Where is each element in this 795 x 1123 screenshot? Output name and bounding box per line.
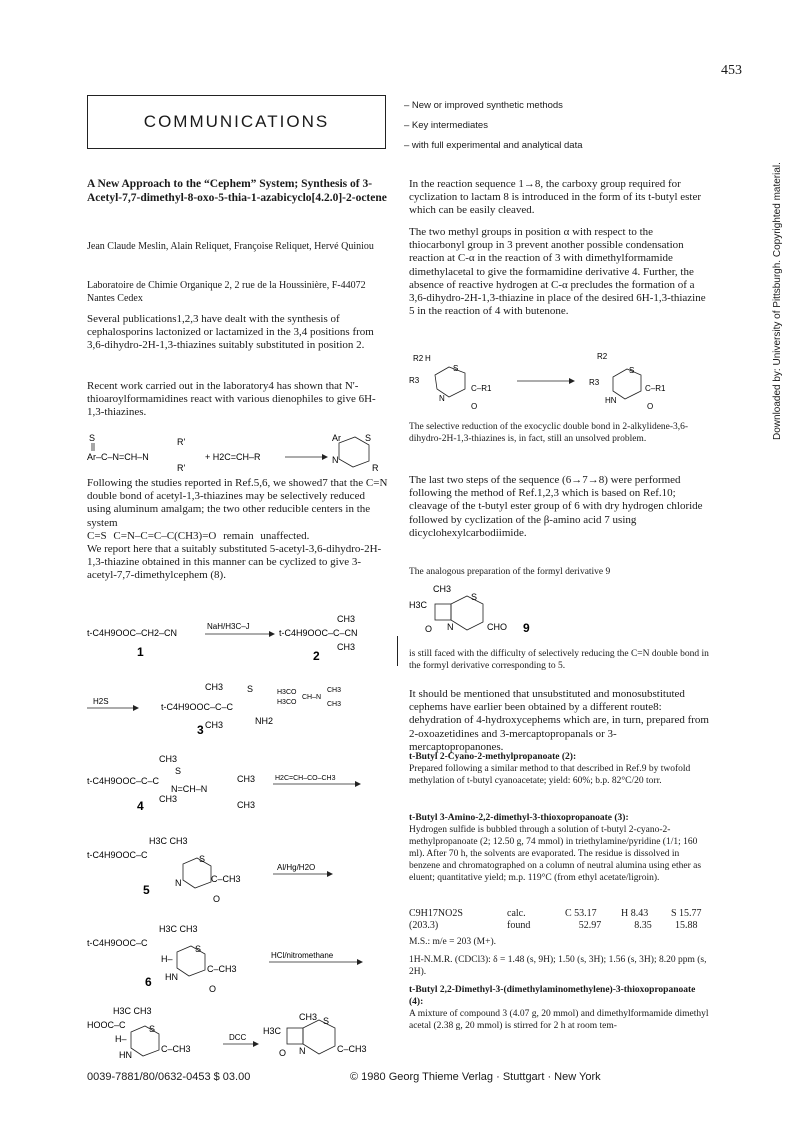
svg-text:CH3: CH3 [159, 794, 178, 804]
svg-text:R3: R3 [409, 376, 420, 385]
svg-text:HOOC–C: HOOC–C [87, 1020, 126, 1030]
reagent-label: Al/Hg/H2O [277, 863, 316, 872]
experimental-text: Prepared following a similar method to that described in Ref.9 by twofold methylation of t-butyl cyanoacetate; yield: 60%; b.p. 82°C/20 torr. [409, 764, 691, 786]
svg-text:t-C4H9OOC–C–C: t-C4H9OOC–C–C [87, 776, 160, 786]
svg-text:N: N [332, 455, 339, 465]
found-label: found [507, 920, 531, 931]
synthesis-scheme [87, 612, 397, 1062]
paragraph: We report here that a suitably substituted 5-acetyl-3,6-dihydro-2H-1,3-thiazine obtained in this manner can be cyclized to give 3-acetyl-7,7-dimethylcephem (8). [87, 543, 382, 582]
mw-cell: (203.3) [409, 920, 439, 931]
svg-text:H3C CH3: H3C CH3 [149, 836, 188, 846]
reagent-label: H2S [93, 697, 109, 706]
sulfur-calc: S 15.77 [671, 908, 702, 919]
svg-text:O: O [471, 402, 478, 410]
elemental-analysis-table [409, 908, 708, 932]
reduction-scheme [409, 345, 709, 410]
svg-text:N: N [439, 394, 445, 403]
paragraph: The analogous preparation of the formyl derivative 9 [409, 567, 611, 577]
compound-label: 2 [313, 649, 320, 663]
svg-text:H3C CH3: H3C CH3 [113, 1006, 152, 1016]
svg-text:t-C4H9OOC–C–CN: t-C4H9OOC–C–CN [279, 628, 358, 638]
svg-text:O: O [647, 402, 654, 410]
compound-label: 6 [145, 975, 152, 989]
nmr-data: 1H-N.M.R. (CDCl3): δ = 1.48 (s, 9H); 1.50 (s, 3H); 1.56 (s, 3H); 8.20 ppm (s, 2H). [409, 955, 707, 977]
svg-text:N: N [447, 622, 454, 632]
sulfur-found: 15.88 [675, 920, 698, 931]
compound-label: 4 [137, 799, 144, 813]
svg-text:S: S [471, 592, 478, 602]
article-title: A New Approach to the “Cephem” System; Synthesis of 3-Acetyl-7,7-dimethyl-8-oxo-5-thia-1-azabicyclo[4.2.0]-2-octene [87, 178, 387, 204]
svg-text:t-C4H9OOC–C: t-C4H9OOC–C [87, 850, 148, 860]
svg-text:S: S [175, 766, 182, 776]
paragraph: Several publications1,2,3 have dealt with the synthesis of cephalosporins lactonized or lactamized in the 3,4 positions from 3,6-dihydro-2H-1,3-thiazines suitably substituted in position 2. [87, 313, 374, 352]
svg-text:+ H2C=CH–R: + H2C=CH–R [205, 452, 261, 462]
svg-text:N: N [299, 1046, 306, 1056]
paragraph: is still faced with the difficulty of selectively reducing the C=N double bond in the formyl derivative corresponding to 5. [409, 649, 709, 671]
bullet-item: – Key intermediates [404, 120, 488, 131]
svg-text:H: H [425, 354, 431, 363]
reagent-label: NaH/H3C–J [207, 622, 250, 631]
calc-label: calc. [507, 908, 526, 919]
svg-text:C–R1: C–R1 [471, 384, 492, 393]
svg-text:R: R [372, 463, 379, 473]
paragraph: In the reaction sequence 1→8, the carboxy group required for cyclization to lactam 8 is introduced in the form of its t-butyl ester which can be easily cleaved. [409, 178, 702, 217]
experimental-text: Hydrogen sulfide is bubbled through a solution of t-butyl 2-cyano-2-methylpropanoate (2; 12.50 g, 74 mmol) in triethylamine/pyridine (1/1; 160 ml). After 70 h, the solvents are evaporated. The residue is dissolved in benzene and chromatographed on a column of neutral alumina using ether as eluent; quantitative yield; m.p. 119°C (from ethyl acetate/ligroin). [409, 825, 702, 883]
feature-bullets [404, 96, 583, 156]
mass-spec: M.S.: m/e = 203 (M+). [409, 937, 496, 947]
svg-text:H3C: H3C [263, 1026, 282, 1036]
page-number: 453 [721, 63, 742, 78]
experimental-text: A mixture of compound 3 (4.07 g, 20 mmol) and dimethylformamide dimethyl acetal (2.38 g, 20 mmol) is stirred for 2 h at room tem- [409, 1009, 709, 1031]
svg-text:R2: R2 [597, 352, 608, 361]
svg-text:C–CH3: C–CH3 [161, 1044, 191, 1054]
svg-text:C–CH3: C–CH3 [211, 874, 241, 884]
svg-text:S: S [629, 366, 635, 375]
paragraph: Following the studies reported in Ref.5,6, we showed7 that the C=N double bond of acetyl-1,3-thiazines may be selectively reduced using aluminum amalgam; the two other reducible centers in the system [87, 477, 388, 529]
svg-text:Ar: Ar [332, 433, 341, 443]
svg-text:H3C CH3: H3C CH3 [159, 924, 198, 934]
svg-text:CH3: CH3 [237, 774, 256, 784]
svg-text:O: O [279, 1048, 287, 1058]
paragraph: Recent work carried out in the laboratory4 has shown that N'-thioaroylformamidines react with various dienophiles to give 6H-1,3-thiazines. [87, 380, 376, 419]
hydrogen-found: 8.35 [634, 920, 652, 931]
experimental-heading: t-Butyl 2,2-Dimethyl-3-(dimethylaminomethylene)-3-thioxopropanoate (4): [409, 985, 696, 1007]
compound-9-structure [409, 580, 609, 640]
reagent-label: H2C=CH–CO–CH3 [275, 775, 336, 782]
svg-text:H3CO: H3CO [277, 699, 297, 706]
download-watermark: Downloaded by: University of Pittsburgh. Copyrighted material. [772, 162, 783, 440]
experimental-heading: t-Butyl 2-Cyano-2-methylpropanoate (2): [409, 752, 577, 762]
svg-text:S: S [149, 1024, 156, 1034]
svg-text:CHO: CHO [487, 622, 507, 632]
svg-text:H3C: H3C [409, 600, 428, 610]
svg-text:H–: H– [115, 1034, 127, 1044]
svg-text:S: S [365, 433, 372, 443]
svg-text:R': R' [177, 437, 186, 447]
footer-copyright: © 1980 Georg Thieme Verlag · Stuttgart · New York [350, 1071, 601, 1083]
svg-text:C–CH3: C–CH3 [207, 964, 237, 974]
svg-text:S: S [199, 854, 206, 864]
paragraph: The last two steps of the sequence (6→7→8) were performed following the method of Ref.1,2,3 which is based on Ref.10; cleavage of the t-butyl ester group of 6 with dry hydrogen chloride followed by cyclization of the β-amino acid 7 using dicyclohexylcarbodiimide. [409, 474, 703, 539]
compound-label: 9 [523, 621, 530, 635]
paragraph: The two methyl groups in position α with respect to the thiocarbonyl group in 3 prevent another possible condensation reaction at C-α in the reaction of 3 with dimethylformamide dimethylacetal to give the formamidine derivative 4. Further, the absence of reactive hydrogen at C-α precludes the formation of a 3,6-dihydro-2H-1,3-thiazine in place of the desired 6H-1,3-thiazine 5 in the reaction of 4 with butenone. [409, 226, 706, 318]
svg-text:HN: HN [605, 396, 617, 405]
svg-text:CH–N: CH–N [302, 694, 322, 701]
paragraph: C=S C=N–C=C–C(CH3)=O remain unaffected. [87, 530, 310, 542]
svg-text:CH3: CH3 [433, 584, 452, 594]
svg-text:CH3: CH3 [299, 1012, 318, 1022]
svg-text:NH2: NH2 [255, 716, 274, 726]
svg-text:H–: H– [161, 954, 173, 964]
svg-text:t-C4H9OOC–C–C: t-C4H9OOC–C–C [161, 702, 234, 712]
bullet-item: – with full experimental and analytical data [404, 140, 583, 151]
svg-text:S: S [247, 684, 254, 694]
reagent-label: HCl/nitromethane [271, 951, 334, 960]
column-rule [397, 636, 398, 666]
svg-text:R3: R3 [589, 378, 600, 387]
svg-text:N: N [175, 878, 182, 888]
svg-text:CH3: CH3 [327, 701, 342, 708]
compound-label: 1 [137, 645, 144, 659]
paragraph: The selective reduction of the exocyclic double bond in 2-alkylidene-3,6-dihydro-2H-1,3-thiazines is, in fact, still an unsolved problem. [409, 422, 689, 444]
svg-text:O: O [213, 894, 221, 904]
svg-text:t-C4H9OOC–CH2–CN: t-C4H9OOC–CH2–CN [87, 628, 178, 638]
svg-text:O: O [209, 984, 217, 994]
svg-text:Ar–C–N=CH–N: Ar–C–N=CH–N [87, 452, 149, 462]
reagent-label: DCC [229, 1033, 247, 1042]
svg-text:R2: R2 [413, 354, 424, 363]
svg-text:R': R' [177, 463, 186, 473]
svg-text:N=CH–N: N=CH–N [171, 784, 208, 794]
affiliation: Laboratoire de Chimie Organique 2, 2 rue de la Houssinière, F-44072 Nantes Cedex [87, 280, 366, 304]
experimental-heading: t-Butyl 3-Amino-2,2-dimethyl-3-thioxopropanoate (3): [409, 813, 629, 823]
carbon-found: 52.97 [578, 920, 602, 931]
svg-text:CH3: CH3 [237, 800, 256, 810]
svg-text:H3CO: H3CO [277, 689, 297, 696]
section-header: COMMUNICATIONS [87, 95, 386, 149]
carbon-calc: C 53.17 [565, 908, 597, 919]
footer-issn: 0039-7881/80/0632-0453 $ 03.00 [87, 1071, 251, 1083]
reaction-scheme-thiazine [87, 425, 387, 475]
svg-text:CH3: CH3 [205, 720, 224, 730]
svg-text:S: S [323, 1016, 330, 1026]
paragraph: It should be mentioned that unsubstituted and monosubstituted cephems have earlier been obtained by a different route8: dehydration of 4-hydroxycephems which are, in turn, prepared from 2-oxoazetidines and 3-mercaptopropanals or 3-mercaptopropanones. [409, 688, 709, 753]
svg-text:CH3: CH3 [205, 682, 224, 692]
svg-text:CH3: CH3 [337, 642, 356, 652]
svg-text:HN: HN [165, 972, 178, 982]
compound-label: 3 [197, 723, 204, 737]
svg-text:O: O [425, 624, 433, 634]
hydrogen-calc: H 8.43 [621, 908, 649, 919]
svg-text:S: S [453, 364, 459, 373]
svg-text:CH3: CH3 [159, 754, 178, 764]
svg-text:S: S [89, 433, 96, 443]
svg-text:C–CH3: C–CH3 [337, 1044, 367, 1054]
svg-text:CH3: CH3 [327, 687, 342, 694]
compound-label: 5 [143, 883, 150, 897]
svg-text:S: S [195, 944, 202, 954]
svg-text:C–R1: C–R1 [645, 384, 666, 393]
bullet-item: – New or improved synthetic methods [404, 100, 563, 111]
authors: Jean Claude Meslin, Alain Reliquet, Françoise Reliquet, Hervé Quiniou [87, 241, 374, 252]
formula-cell: C9H17NO2S [409, 908, 463, 919]
svg-text:t-C4H9OOC–C: t-C4H9OOC–C [87, 938, 148, 948]
svg-text:HN: HN [119, 1050, 132, 1060]
svg-text:CH3: CH3 [337, 614, 356, 624]
